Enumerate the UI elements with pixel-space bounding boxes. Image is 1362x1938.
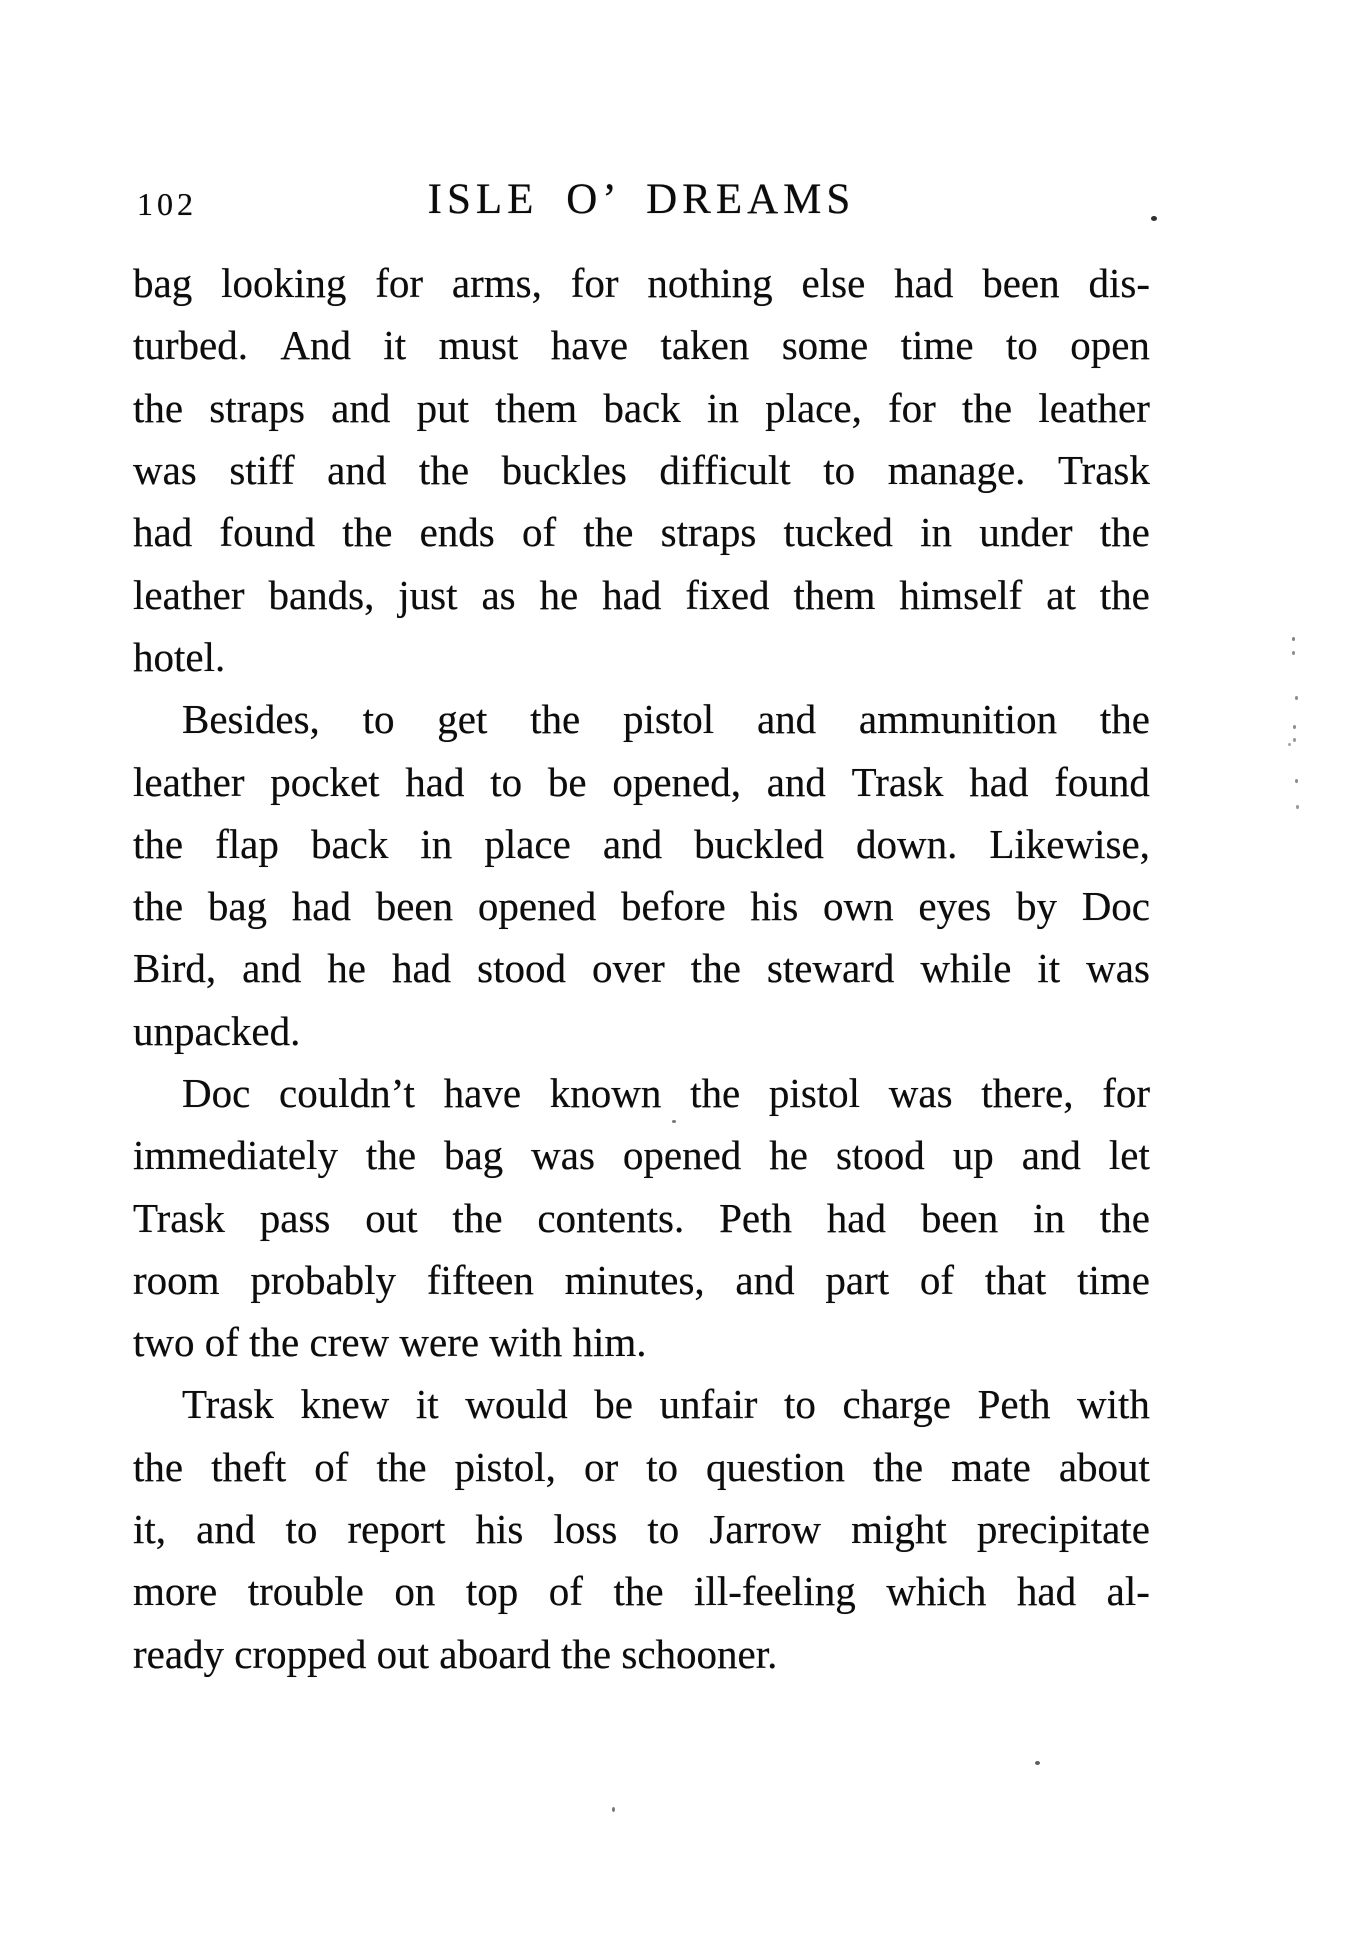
word: to	[647, 1506, 680, 1553]
word: to	[362, 696, 395, 743]
word: the	[1099, 1194, 1150, 1241]
word: leather	[133, 758, 245, 805]
word: to	[285, 1506, 318, 1553]
word: place	[484, 820, 571, 867]
word: and	[196, 1506, 256, 1553]
word: straps	[660, 509, 757, 556]
word: back	[310, 820, 389, 867]
word: mate	[951, 1443, 1031, 1490]
word: the	[452, 1194, 503, 1241]
word: Doc	[182, 1070, 251, 1116]
word: get	[437, 696, 488, 743]
body-text	[133, 252, 1150, 1685]
word: while	[920, 945, 1012, 992]
word: fixed	[685, 571, 770, 618]
word: to	[823, 447, 856, 494]
page-number: 102	[137, 186, 197, 222]
word: and	[1021, 1132, 1081, 1179]
word: there,	[981, 1070, 1074, 1116]
word: loss	[553, 1506, 618, 1553]
word: just	[398, 571, 458, 618]
word: or	[583, 1443, 619, 1490]
word: had	[969, 758, 1029, 805]
word: on	[394, 1568, 436, 1615]
word: was	[888, 1070, 953, 1116]
word: it	[383, 322, 407, 369]
word: and	[756, 696, 817, 743]
word: he	[539, 571, 579, 618]
word: back	[603, 384, 681, 431]
word: straps	[209, 384, 305, 431]
word: top	[465, 1568, 519, 1615]
word: turbed.	[133, 322, 248, 369]
text-line	[133, 1436, 1150, 1498]
word: opened	[477, 883, 597, 930]
word: theft	[211, 1443, 287, 1490]
word: in	[1033, 1194, 1065, 1241]
word: the	[690, 945, 741, 992]
word: pistol,	[454, 1443, 556, 1490]
text-line	[133, 1249, 1150, 1311]
word: himself	[899, 571, 1023, 618]
word: be	[547, 758, 587, 805]
word: had	[133, 509, 193, 556]
scan-speck	[1295, 696, 1298, 700]
word: pistol	[768, 1070, 861, 1116]
word: for	[570, 260, 619, 307]
word: and	[602, 820, 663, 867]
word: must	[438, 322, 519, 369]
word: buckled	[694, 820, 824, 867]
word: he	[327, 945, 366, 992]
word: bag	[207, 883, 268, 930]
word: have	[443, 1070, 522, 1116]
word: tucked	[783, 509, 893, 556]
word: And	[280, 322, 351, 369]
text-line	[133, 1062, 1150, 1124]
word: to	[784, 1381, 816, 1428]
word: the	[530, 696, 581, 743]
word: Peth	[977, 1381, 1051, 1428]
scan-speck	[1292, 637, 1295, 641]
word: of	[919, 1256, 955, 1303]
word: and	[331, 384, 391, 431]
word: stood	[477, 945, 566, 992]
word: and	[327, 447, 387, 494]
text-line	[133, 1560, 1150, 1622]
word: had	[826, 1194, 886, 1241]
word: found	[1054, 758, 1150, 805]
word: part	[825, 1256, 890, 1303]
text-line	[133, 377, 1150, 439]
word: would	[465, 1381, 568, 1428]
word: with	[1077, 1381, 1150, 1428]
word: the	[418, 447, 470, 494]
word: opened,	[612, 758, 741, 805]
word: Bird,	[133, 945, 217, 992]
word: al-	[1106, 1568, 1150, 1615]
word: in	[706, 384, 739, 431]
word: Doc	[1081, 883, 1150, 930]
text-line: two of the crew were with him.	[133, 1319, 647, 1366]
word: the	[583, 509, 634, 556]
word: Trask	[133, 1194, 225, 1241]
word: the	[613, 1568, 664, 1615]
word: Besides,	[182, 696, 320, 743]
word: the	[962, 384, 1013, 431]
word: Peth	[719, 1194, 792, 1241]
word: leather	[133, 571, 245, 618]
word: to	[1005, 322, 1038, 369]
word: for	[888, 384, 936, 431]
word: had	[602, 571, 662, 618]
word: he	[769, 1132, 808, 1179]
word: down.	[855, 820, 958, 867]
word: for	[375, 260, 424, 307]
word: the	[1099, 696, 1150, 743]
word: Likewise,	[989, 820, 1150, 867]
scan-speck	[1295, 779, 1298, 783]
word: about	[1058, 1443, 1150, 1490]
word: ammunition	[858, 696, 1058, 743]
word: arms,	[451, 260, 542, 307]
word: stood	[835, 1132, 925, 1179]
word: question	[706, 1443, 845, 1490]
text-line	[133, 439, 1150, 501]
word: the	[690, 1070, 741, 1116]
word: else	[801, 260, 866, 307]
word: ill-feeling	[694, 1568, 856, 1615]
word: steward	[766, 945, 895, 992]
word: Trask	[182, 1381, 274, 1428]
word: the	[376, 1443, 427, 1490]
word: manage.	[887, 447, 1026, 494]
word: trouble	[247, 1568, 364, 1615]
scan-speck	[1035, 1761, 1040, 1765]
word: contents.	[537, 1194, 685, 1241]
word: fifteen	[426, 1256, 534, 1303]
word: open	[1070, 322, 1150, 369]
word: leather	[1038, 384, 1150, 431]
text-line	[133, 252, 1150, 314]
word: own	[823, 883, 894, 930]
word: pocket	[270, 758, 380, 805]
word: his	[750, 883, 799, 930]
word: Trask	[1057, 447, 1150, 494]
word: under	[979, 509, 1073, 556]
word: probably	[250, 1256, 397, 1303]
word: over	[591, 945, 665, 992]
word: known	[549, 1070, 662, 1116]
word: was	[531, 1132, 595, 1179]
word: was	[1086, 945, 1150, 992]
word: room	[133, 1256, 220, 1303]
word: the	[133, 1443, 184, 1490]
word: immediately	[133, 1132, 338, 1179]
word: the	[133, 384, 184, 431]
text-line	[133, 750, 1150, 812]
word: out	[365, 1194, 418, 1241]
word: it,	[133, 1506, 167, 1553]
word: buckles	[501, 447, 627, 494]
word: opened	[622, 1132, 742, 1179]
word: been	[375, 883, 454, 930]
word: time	[1077, 1256, 1150, 1303]
text-line: hotel.	[133, 633, 226, 680]
word: some	[781, 322, 869, 369]
word: and	[242, 945, 302, 992]
word: up	[952, 1132, 994, 1179]
text-line	[133, 1498, 1150, 1560]
scan-speck	[1296, 805, 1299, 809]
word: the	[1099, 509, 1150, 556]
scan-speck	[612, 1807, 615, 1812]
word: ends	[419, 509, 495, 556]
word: difficult	[659, 447, 791, 494]
word: might	[851, 1506, 947, 1553]
word: put	[416, 384, 469, 431]
word: bag	[443, 1132, 504, 1179]
word: couldn’t	[279, 1070, 415, 1116]
word: to	[646, 1443, 679, 1490]
word: nothing	[647, 260, 773, 307]
word: by	[1015, 883, 1057, 930]
text-line	[133, 501, 1150, 563]
word: charge	[842, 1381, 951, 1428]
word: found	[219, 509, 316, 556]
word: bag	[133, 260, 193, 307]
word: precipitate	[976, 1506, 1150, 1553]
word: report	[347, 1506, 446, 1553]
word: bands,	[268, 571, 375, 618]
word: and	[735, 1256, 795, 1303]
word: let	[1108, 1132, 1150, 1179]
word: unfair	[659, 1381, 758, 1428]
word: the	[342, 509, 393, 556]
word: it	[1037, 945, 1061, 992]
scan-speck	[1151, 216, 1157, 221]
running-title: ISLE O’ DREAMS	[427, 176, 856, 223]
word: as	[481, 571, 516, 618]
word: eyes	[918, 883, 992, 930]
word: of	[314, 1443, 349, 1490]
word: for	[1102, 1070, 1150, 1116]
text-line	[133, 875, 1150, 937]
text-line	[133, 314, 1150, 376]
text-line	[133, 1186, 1150, 1248]
word: in	[420, 820, 453, 867]
text-line	[133, 1373, 1150, 1435]
text-line: unpacked.	[133, 1007, 301, 1054]
word: been	[982, 260, 1060, 307]
word: the	[1099, 571, 1150, 618]
word: had	[894, 260, 954, 307]
word: flap	[215, 820, 279, 867]
word: had	[391, 945, 452, 992]
word: the	[365, 1132, 417, 1179]
word: which	[886, 1568, 987, 1615]
word: be	[594, 1381, 633, 1428]
word: the	[133, 820, 184, 867]
text-line: ready cropped out aboard the schooner.	[133, 1630, 778, 1677]
word: and	[766, 758, 826, 805]
text-line	[133, 937, 1150, 999]
word: minutes,	[564, 1256, 705, 1303]
word: that	[984, 1256, 1047, 1303]
word: them	[793, 571, 876, 618]
word: place,	[765, 384, 862, 431]
word: time	[900, 322, 974, 369]
word: Jarrow	[709, 1506, 821, 1553]
text-line	[133, 813, 1150, 875]
word: of	[521, 509, 557, 556]
word: the	[133, 883, 184, 930]
word: more	[133, 1568, 218, 1615]
word: was	[133, 447, 197, 494]
word: knew	[300, 1381, 390, 1428]
word: at	[1046, 571, 1076, 618]
word: pistol	[623, 696, 715, 743]
word: have	[550, 322, 629, 369]
word: looking	[221, 260, 347, 307]
scan-speck	[1288, 743, 1291, 746]
scan-speck	[1293, 738, 1296, 742]
text-line	[133, 1124, 1150, 1186]
text-line	[133, 563, 1150, 625]
word: stiff	[229, 447, 295, 494]
word: them	[495, 384, 578, 431]
word: Trask	[851, 758, 944, 805]
text-line	[133, 688, 1150, 750]
word: his	[475, 1506, 524, 1553]
word: dis-	[1088, 260, 1150, 307]
word: had	[1016, 1568, 1077, 1615]
word: taken	[660, 322, 750, 369]
word: to	[490, 758, 523, 805]
scan-speck	[672, 1120, 676, 1123]
word: before	[620, 883, 726, 930]
scan-speck	[1293, 725, 1296, 729]
word: in	[920, 509, 952, 556]
word: of	[548, 1568, 583, 1615]
scan-speck	[1292, 651, 1295, 655]
word: pass	[259, 1194, 331, 1241]
word: the	[873, 1443, 924, 1490]
word: had	[405, 758, 465, 805]
word: been	[920, 1194, 999, 1241]
word: had	[291, 883, 351, 930]
word: it	[415, 1381, 439, 1428]
